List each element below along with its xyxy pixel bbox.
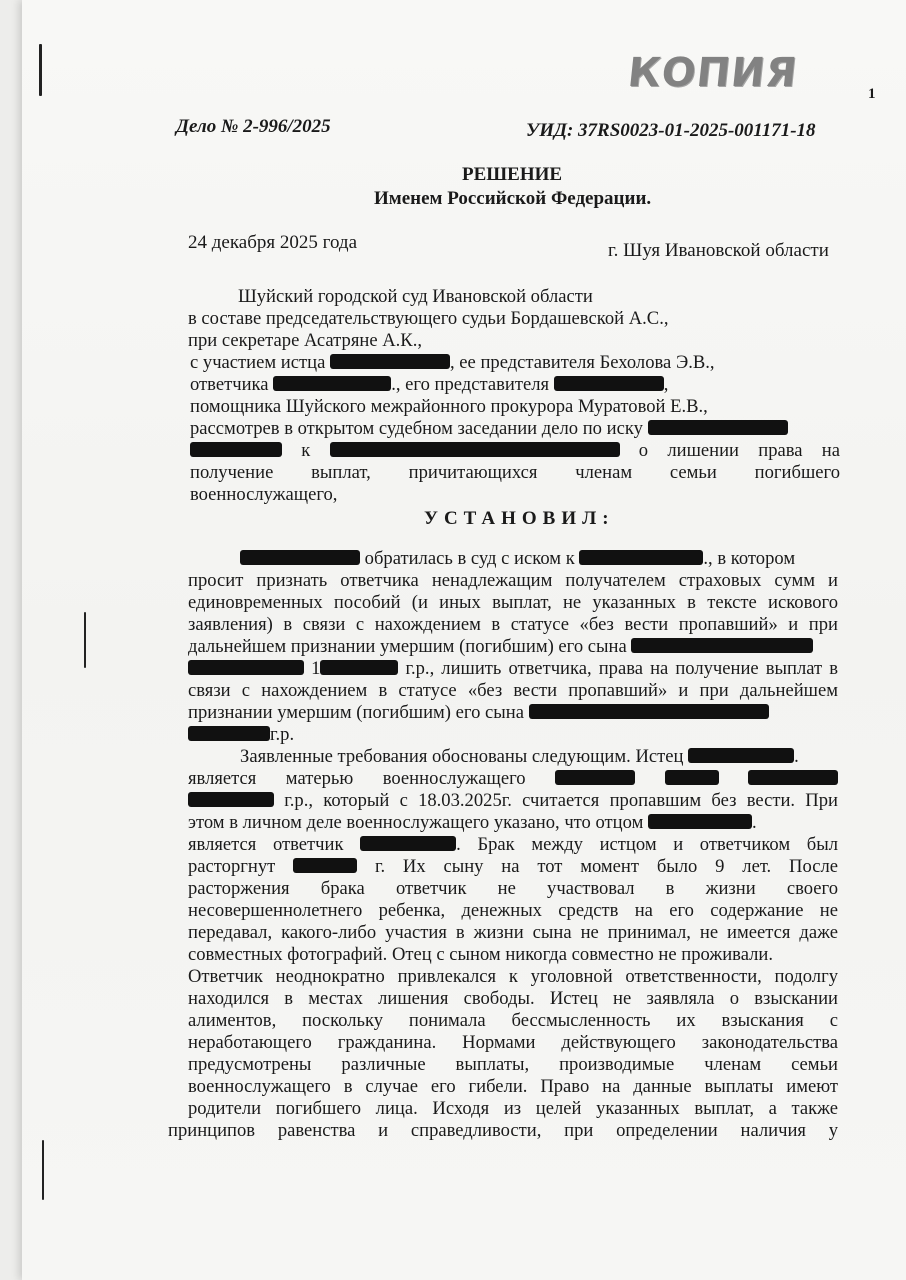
intro-line: ответчика ., его представителя ,	[190, 374, 669, 395]
paragraph-line: несовершеннолетнего ребенка, денежных средств на его содержание не	[188, 900, 838, 921]
paragraph-line: 1 г.р., лишить ответчика, права на получение выплат в	[188, 658, 838, 680]
redaction	[529, 704, 769, 719]
redaction	[648, 420, 788, 435]
paragraph-line: признании умершим (погибшим) его сына	[188, 702, 838, 724]
paragraph-line: заявления) в связи с нахождением в статусе «без вести пропавший» и при	[188, 614, 838, 635]
page-number: 1	[868, 86, 876, 102]
redaction	[688, 748, 794, 763]
redaction	[188, 660, 304, 675]
paragraph-line: предусмотрены различные выплаты, производимые членам семьи	[188, 1054, 838, 1075]
paragraph-line: единовременных пособий (и иных выплат, не указанных в тексте искового	[188, 592, 838, 613]
paragraph-line: находился в местах лишения свободы. Истец не заявляла о взыскании	[188, 988, 838, 1009]
case-number: Дело № 2-996/2025	[176, 116, 331, 137]
redaction	[330, 442, 620, 457]
paragraph-line: обратилась в суд с иском к ., в котором	[240, 548, 838, 570]
intro-line: военнослужащего,	[190, 484, 338, 505]
paragraph-line: является ответчик . Брак между истцом и ответчиком был	[188, 834, 838, 855]
redaction	[665, 770, 719, 785]
paragraph-line: расторжения брака ответчик не участвовал в жизни своего	[188, 878, 838, 899]
paragraph-line: алиментов, поскольку понимала бессмысленность их взыскания с	[188, 1010, 838, 1031]
intro-line: в составе председательствующего судьи Бордашевской А.С.,	[188, 308, 669, 329]
redaction	[631, 638, 813, 653]
redaction	[240, 550, 360, 565]
intro-line: рассмотрев в открытом судебном заседании дело по иску	[190, 418, 840, 440]
paragraph-line: Ответчик неоднократно привлекался к уголовной ответственности, подолгу	[188, 966, 838, 987]
document-page	[22, 0, 906, 1280]
redaction	[330, 354, 450, 369]
paragraph-line: Заявленные требования обоснованы следующим. Истец .	[240, 746, 799, 767]
redaction	[188, 792, 274, 807]
intro-line: при секретаре Асатряне А.К.,	[188, 330, 423, 351]
redaction	[293, 858, 357, 873]
scan-edge-mark	[42, 1140, 44, 1200]
decision-title: РЕШЕНИЕ	[462, 164, 563, 185]
intro-line: помощника Шуйского межрайонного прокурора Муратовой Е.В.,	[190, 396, 708, 417]
paragraph-line: принципов равенства и справедливости, при определении наличия у	[168, 1120, 838, 1141]
paragraph-line: расторгнут г. Их сыну на тот момент было 9 лет. После	[188, 856, 838, 877]
established-heading: УСТАНОВИЛ:	[424, 508, 615, 529]
paragraph-line: просит признать ответчика ненадлежащим получателем страховых сумм и	[188, 570, 838, 591]
copy-stamp: КОПИЯ	[625, 50, 800, 96]
intro-line: Шуйский городской суд Ивановской области	[238, 286, 593, 307]
decision-place: г. Шуя Ивановской области	[608, 240, 829, 261]
case-uid: УИД: 37RS0023-01-2025-001171-18	[526, 120, 816, 141]
redaction	[579, 550, 703, 565]
intro-line: с участием истца , ее представителя Бехолова Э.В.,	[190, 352, 715, 373]
scan-edge-mark	[39, 44, 42, 96]
scan-edge-mark	[84, 612, 86, 668]
paragraph-line: совместных фотографий. Отец с сыном никогда совместно не проживали.	[188, 944, 773, 965]
paragraph-line: военнослужащего в случае его гибели. Право на данные выплаты имеют	[188, 1076, 838, 1097]
redaction	[360, 836, 456, 851]
paragraph-line: г.р., который с 18.03.2025г. считается пропавшим без вести. При	[188, 790, 838, 812]
decision-subtitle: Именем Российской Федерации.	[374, 188, 652, 209]
redaction	[748, 770, 838, 785]
intro-line: получение выплат, причитающихся членам семьи погибшего	[190, 462, 840, 483]
redaction	[555, 770, 635, 785]
redaction	[648, 814, 752, 829]
paragraph-line: родители погибшего лица. Исходя из целей указанных выплат, а также	[188, 1098, 838, 1119]
redaction	[273, 376, 391, 391]
paragraph-line: связи с нахождением в статусе «без вести пропавший» и при дальнейшем	[188, 680, 838, 701]
redaction	[190, 442, 282, 457]
paragraph-line: этом в личном деле военнослужащего указано, что отцом .	[188, 812, 757, 833]
decision-date: 24 декабря 2025 года	[188, 232, 358, 253]
intro-line: к о лишении права на	[190, 440, 840, 462]
paragraph-line: передавал, какого-либо участия в жизни сына не принимал, не имеется даже	[188, 922, 838, 943]
paragraph-line: г.р.	[188, 724, 838, 746]
redaction	[320, 660, 398, 675]
paragraph-line: дальнейшем признании умершим (погибшим) его сына	[188, 636, 838, 658]
paragraph-line: неработающего гражданина. Нормами действующего законодательства	[188, 1032, 838, 1053]
paragraph-line: является матерью военнослужащего	[188, 768, 838, 790]
redaction	[554, 376, 664, 391]
redaction	[188, 726, 270, 741]
